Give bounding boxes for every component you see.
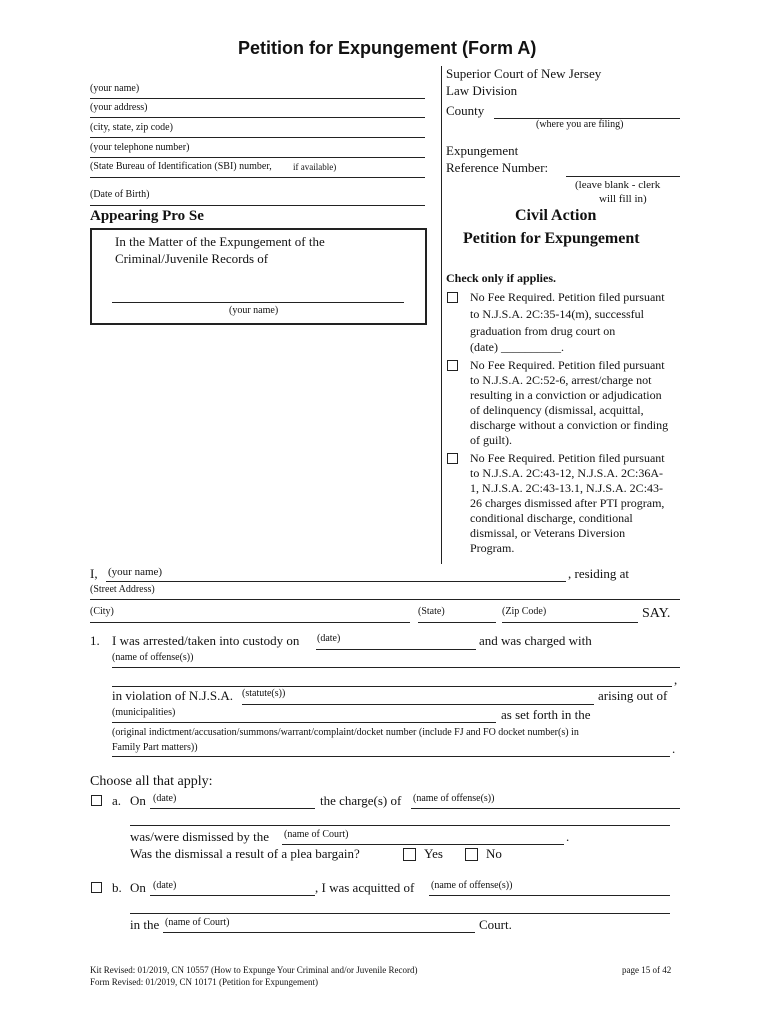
item-1-number: 1. xyxy=(90,633,100,648)
option-b-offense-field[interactable] xyxy=(429,878,670,896)
page-number: page 15 of 42 xyxy=(622,965,672,975)
charged-with: and was charged with xyxy=(479,633,592,648)
offense-comma: , xyxy=(674,672,678,687)
address-field-label: (your address) xyxy=(90,102,148,113)
option-a-on: On xyxy=(130,793,146,808)
fee-option-2-line-6: of guilt). xyxy=(470,433,512,447)
plea-yes-checkbox[interactable] xyxy=(403,848,416,861)
fee-option-3-line-5: conditional discharge, conditional xyxy=(470,511,633,525)
violation-label: in violation of N.J.S.A. xyxy=(112,688,233,703)
matter-line-2: Criminal/Juvenile Records of xyxy=(115,251,269,266)
court-name: Superior Court of New Jersey xyxy=(446,66,602,81)
sbi-number-label: (State Bureau of Identification (SBI) number, xyxy=(90,161,272,172)
state-field[interactable] xyxy=(418,605,496,623)
leave-blank-note-2: will fill in) xyxy=(599,193,647,205)
residing-at: , residing at xyxy=(568,566,630,581)
arrest-date-label: (date) xyxy=(317,633,341,644)
date-of-birth-label: (Date of Birth) xyxy=(90,189,150,200)
fee-option-2-line-4: of delinquency (dismissal, acquittal, xyxy=(470,403,644,417)
choose-all-heading: Choose all that apply: xyxy=(90,774,213,789)
fee-option-3-checkbox[interactable] xyxy=(447,453,458,464)
reference-number-field[interactable] xyxy=(566,158,680,176)
petition-heading: Petition for Expungement xyxy=(463,230,640,247)
offense-label: (name of offense(s)) xyxy=(112,652,194,663)
option-b-court-label: (name of Court) xyxy=(165,917,230,928)
say-label: SAY. xyxy=(642,606,671,621)
fee-option-1-line-4: (date) __________. xyxy=(470,340,564,354)
option-b-offense-field-2[interactable] xyxy=(130,896,670,914)
declaration-name-field[interactable] xyxy=(106,564,566,582)
fee-option-1-line-2: to N.J.S.A. 2C:35-14(m), successful xyxy=(470,307,644,321)
option-b-court-field[interactable] xyxy=(163,915,475,933)
statute-label: (statute(s)) xyxy=(242,688,286,699)
option-b-label: b. xyxy=(112,880,122,895)
option-a-date-label: (date) xyxy=(153,793,177,804)
leave-blank-note-1: (leave blank - clerk xyxy=(575,179,661,191)
fee-option-3-line-7: Program. xyxy=(470,541,515,555)
option-a-offense-field-2[interactable] xyxy=(130,808,670,826)
option-b-date-field[interactable] xyxy=(150,878,315,896)
fee-option-3-line-1: No Fee Required. Petition filed pursuant xyxy=(470,451,665,465)
fee-option-1-line-1: No Fee Required. Petition filed pursuant xyxy=(470,290,665,304)
fee-option-1-line-3: graduation from drug court on xyxy=(470,324,616,338)
court-word: Court. xyxy=(479,917,512,932)
zip-code-field[interactable] xyxy=(502,605,638,623)
option-a-charges-label: the charge(s) of xyxy=(320,793,402,808)
option-a-checkbox[interactable] xyxy=(91,795,102,806)
option-a-period: . xyxy=(566,829,570,844)
city-state-zip-label: (city, state, zip code) xyxy=(90,122,173,133)
original-docket-label-2: Family Part matters)) xyxy=(112,742,198,753)
plea-no-checkbox[interactable] xyxy=(465,848,478,861)
fee-option-2-line-1: No Fee Required. Petition filed pursuant xyxy=(470,358,665,372)
original-docket-label-1: (original indictment/accusation/summons/warrant/complaint/docket number (include FJ and FO docket number(s) in xyxy=(112,727,579,738)
plea-bargain-question: Was the dismissal a result of a plea bargain? xyxy=(130,846,360,861)
sbi-number-field[interactable] xyxy=(90,160,425,178)
item-1-text: I was arrested/taken into custody on xyxy=(112,633,300,648)
name-field-label: (your name) xyxy=(90,83,140,94)
fee-option-2-line-2: to N.J.S.A. 2C:52-6, arrest/charge not xyxy=(470,373,652,387)
declaration-i: I, xyxy=(90,566,98,581)
telephone-field-label: (your telephone number) xyxy=(90,142,190,153)
fee-option-1-checkbox[interactable] xyxy=(447,292,458,303)
footer-kit-revised: Kit Revised: 01/2019, CN 10557 (How to Expunge Your Criminal and/or Juvenile Record) xyxy=(90,965,418,975)
city-field[interactable] xyxy=(90,605,410,623)
matter-name-label: (your name) xyxy=(229,305,279,316)
county-hint: (where you are filing) xyxy=(536,119,624,130)
fee-option-1-text xyxy=(470,290,685,356)
declaration-name-label: (your name) xyxy=(108,566,163,578)
fee-option-2-line-5: discharge without a conviction or finding xyxy=(470,418,669,432)
civil-action-heading: Civil Action xyxy=(515,207,597,224)
fee-option-3-line-3: 1, N.J.S.A. 2C:43-13.1, N.J.S.A. 2C:43- xyxy=(470,481,664,495)
county-field[interactable] xyxy=(494,100,680,118)
court-division: Law Division xyxy=(446,83,518,98)
footer-form-revised: Form Revised: 01/2019, CN 10171 (Petition for Expungement) xyxy=(90,977,318,987)
arising-out-of: arising out of xyxy=(598,688,668,703)
municipalities-label: (municipalities) xyxy=(112,707,176,718)
offense-field-2[interactable] xyxy=(112,669,672,687)
date-of-birth-field[interactable] xyxy=(90,188,425,206)
option-a-court-field[interactable] xyxy=(282,827,564,845)
state-label: (State) xyxy=(418,606,445,617)
plea-no-label: No xyxy=(486,846,502,861)
reference-number-label: Reference Number: xyxy=(446,160,549,175)
dismissed-by-label: was/were dismissed by the xyxy=(130,829,270,844)
appearing-pro-se: Appearing Pro Se xyxy=(90,208,204,224)
option-a-offense-label: (name of offense(s)) xyxy=(413,793,495,804)
fee-option-2-checkbox[interactable] xyxy=(447,360,458,371)
option-b-date-label: (date) xyxy=(153,880,177,891)
check-heading: Check only if applies. xyxy=(446,271,557,285)
sbi-if-available-label: if available) xyxy=(293,162,337,172)
city-label: (City) xyxy=(90,606,114,617)
option-a-date-field[interactable] xyxy=(150,791,315,809)
fee-option-3-text xyxy=(470,451,685,556)
matter-box xyxy=(90,228,427,325)
fee-option-3-line-4: 26 charges dismissed after PTI program, xyxy=(470,496,665,510)
arrest-date-field[interactable] xyxy=(316,631,476,649)
zip-code-label: (Zip Code) xyxy=(502,606,547,617)
fee-option-2-line-3: resulting in a conviction or adjudication xyxy=(470,388,662,402)
option-b-on: On xyxy=(130,880,146,895)
plea-yes-label: Yes xyxy=(424,846,443,861)
page-title: Petition for Expungement (Form A) xyxy=(238,38,537,58)
docket-period: . xyxy=(672,741,676,756)
matter-line-1: In the Matter of the Expungement of the xyxy=(115,234,325,249)
option-a-label: a. xyxy=(112,793,122,808)
set-forth-label: as set forth in the xyxy=(501,707,591,722)
street-address-label: (Street Address) xyxy=(90,584,155,595)
option-b-checkbox[interactable] xyxy=(91,882,102,893)
option-a-court-label: (name of Court) xyxy=(284,829,349,840)
fee-option-3-line-2: to N.J.S.A. 2C:43-12, N.J.S.A. 2C:36A- xyxy=(470,466,664,480)
fee-option-3-line-6: dismissal, or Veterans Diversion xyxy=(470,526,626,540)
expungement-label: Expungement xyxy=(446,143,519,158)
option-b-offense-label: (name of offense(s)) xyxy=(431,880,513,891)
fee-option-2-text xyxy=(470,358,685,448)
county-label: County xyxy=(446,103,485,118)
column-divider xyxy=(441,66,442,564)
acquitted-label: , I was acquitted of xyxy=(315,880,415,895)
option-a-offense-field[interactable] xyxy=(411,791,680,809)
in-the-label: in the xyxy=(130,917,160,932)
matter-name-field[interactable] xyxy=(112,288,404,300)
statute-field[interactable] xyxy=(242,686,594,704)
